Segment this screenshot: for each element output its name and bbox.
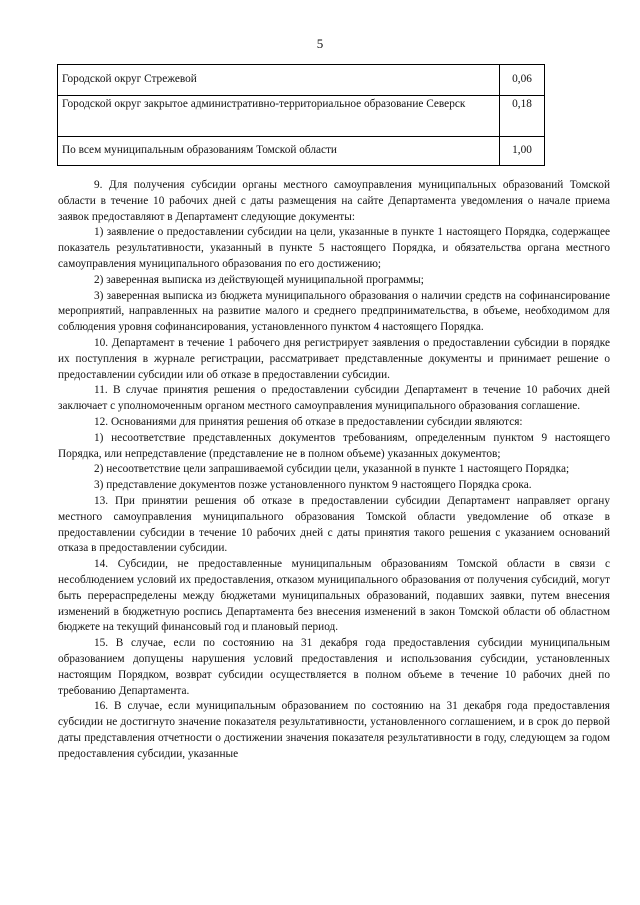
paragraph-9-item-2: 2) заверенная выписка из действующей муниципальной программы; bbox=[94, 273, 424, 286]
paragraph-12: 12. Основаниями для принятия решения об отказе в предоставлении субсидии являются: bbox=[94, 415, 523, 428]
paragraph-12-item-3: 3) представление документов позже установленного пунктом 9 настоящего Порядка срока. bbox=[94, 479, 532, 492]
page-number: 5 bbox=[316, 36, 324, 51]
paragraph-15: 15. В случае, если по состоянию на 31 декабря года предоставления субсидии муниципальным образованием допущены нарушения условий предоставления и использования субсидии, установленных настоящим Порядком, возврат субсидии осуществляется в полном объеме в течение 10 рабочих дней по требованию Департамента. bbox=[58, 637, 610, 697]
municipality-name: По всем муниципальным образованиям Томской области bbox=[58, 137, 500, 166]
municipality-name: Городской округ Стрежевой bbox=[58, 65, 500, 96]
paragraph-9-item-3: 3) заверенная выписка из бюджета муниципального образования о наличии средств на софинансирование мероприятий, направленных на развитие малого и среднего предпринимательства, в объеме, необходимом для соблюдения уровня софинансирования, установленного пунктом 4 настоящего Порядка. bbox=[58, 289, 610, 334]
paragraph-13: 13. При принятии решения об отказе в предоставлении субсидии Департамент направляет органу местного самоуправления муниципального образования Томской области уведомление об отказе в предоставлении субсидии в течение 10 рабочих дней с даты принятия такого решения с указанием оснований отказа в предоставлении субсидии. bbox=[58, 494, 610, 555]
paragraph-10: 10. Департамент в течение 1 рабочего дня регистрирует заявления о предоставлении субсидии в порядке их поступления в журнале регистрации, рассматривает представленные документы и принимает решение о предоставлении субсидии или об отказе в предоставлении субсидии. bbox=[58, 336, 610, 381]
table-row bbox=[58, 137, 545, 166]
paragraph-14: 14. Субсидии, не предоставленные муниципальным образованиям Томской области в связи с несоблюдением условий их предоставления, отказом муниципального образования от получения субсидий, могут быть перераспределены между бюджетами муниципальных образований, подавших заявки, путем внесения изменений в бюджетную роспись Департамента без внесения изменений в закон Томской области об областном бюджете на текущий финансовый год и плановый период. bbox=[58, 558, 610, 634]
share-value: 1,00 bbox=[500, 137, 545, 166]
municipality-name: Городской округ закрытое административно-территориальное образование Северск bbox=[58, 96, 500, 137]
table-row bbox=[58, 96, 545, 137]
paragraph-9-item-1: 1) заявление о предоставлении субсидии на цели, указанные в пункте 1 настоящего Порядка, содержащее показатель результативности, указанный в пункте 5 настоящего Порядка, и обязательства органа местного самоуправления муниципального образования по его достижению; bbox=[58, 226, 610, 270]
paragraph-9: 9. Для получения субсидии органы местного самоуправления муниципальных образований Томской области в течение 10 рабочих дней с даты размещения на сайте Департамента уведомления о начале приема заявок предоставляют в Департамент следующие документы: bbox=[58, 179, 610, 223]
allocation-table bbox=[57, 64, 545, 166]
share-value: 0,06 bbox=[500, 65, 545, 96]
paragraph-11: 11. В случае принятия решения о предоставлении субсидии Департамент в течение 10 рабочих дней заключает с уполномоченным органом местного самоуправления муниципального образования соглашение. bbox=[58, 384, 610, 413]
share-value: 0,18 bbox=[500, 96, 545, 137]
table-row bbox=[58, 65, 545, 96]
document-body bbox=[58, 178, 610, 762]
paragraph-12-item-1: 1) несоответствие представленных документов требованиям, определенным пунктом 9 настоящего Порядка, или непредставление (представление не в полном объеме) указанных документов; bbox=[58, 431, 610, 460]
paragraph-16: 16. В случае, если муниципальным образованием по состоянию на 31 декабря года предоставления субсидии не достигнуто значение показателя результативности, установленного соглашением, и в срок до первой даты представления отчетности о достижении значения показателя результативности в году, следующем за годом предоставления субсидии, указанные bbox=[58, 700, 610, 760]
paragraph-12-item-2: 2) несоответствие цели запрашиваемой субсидии цели, указанной в пункте 1 настоящего Порядка; bbox=[94, 463, 570, 476]
